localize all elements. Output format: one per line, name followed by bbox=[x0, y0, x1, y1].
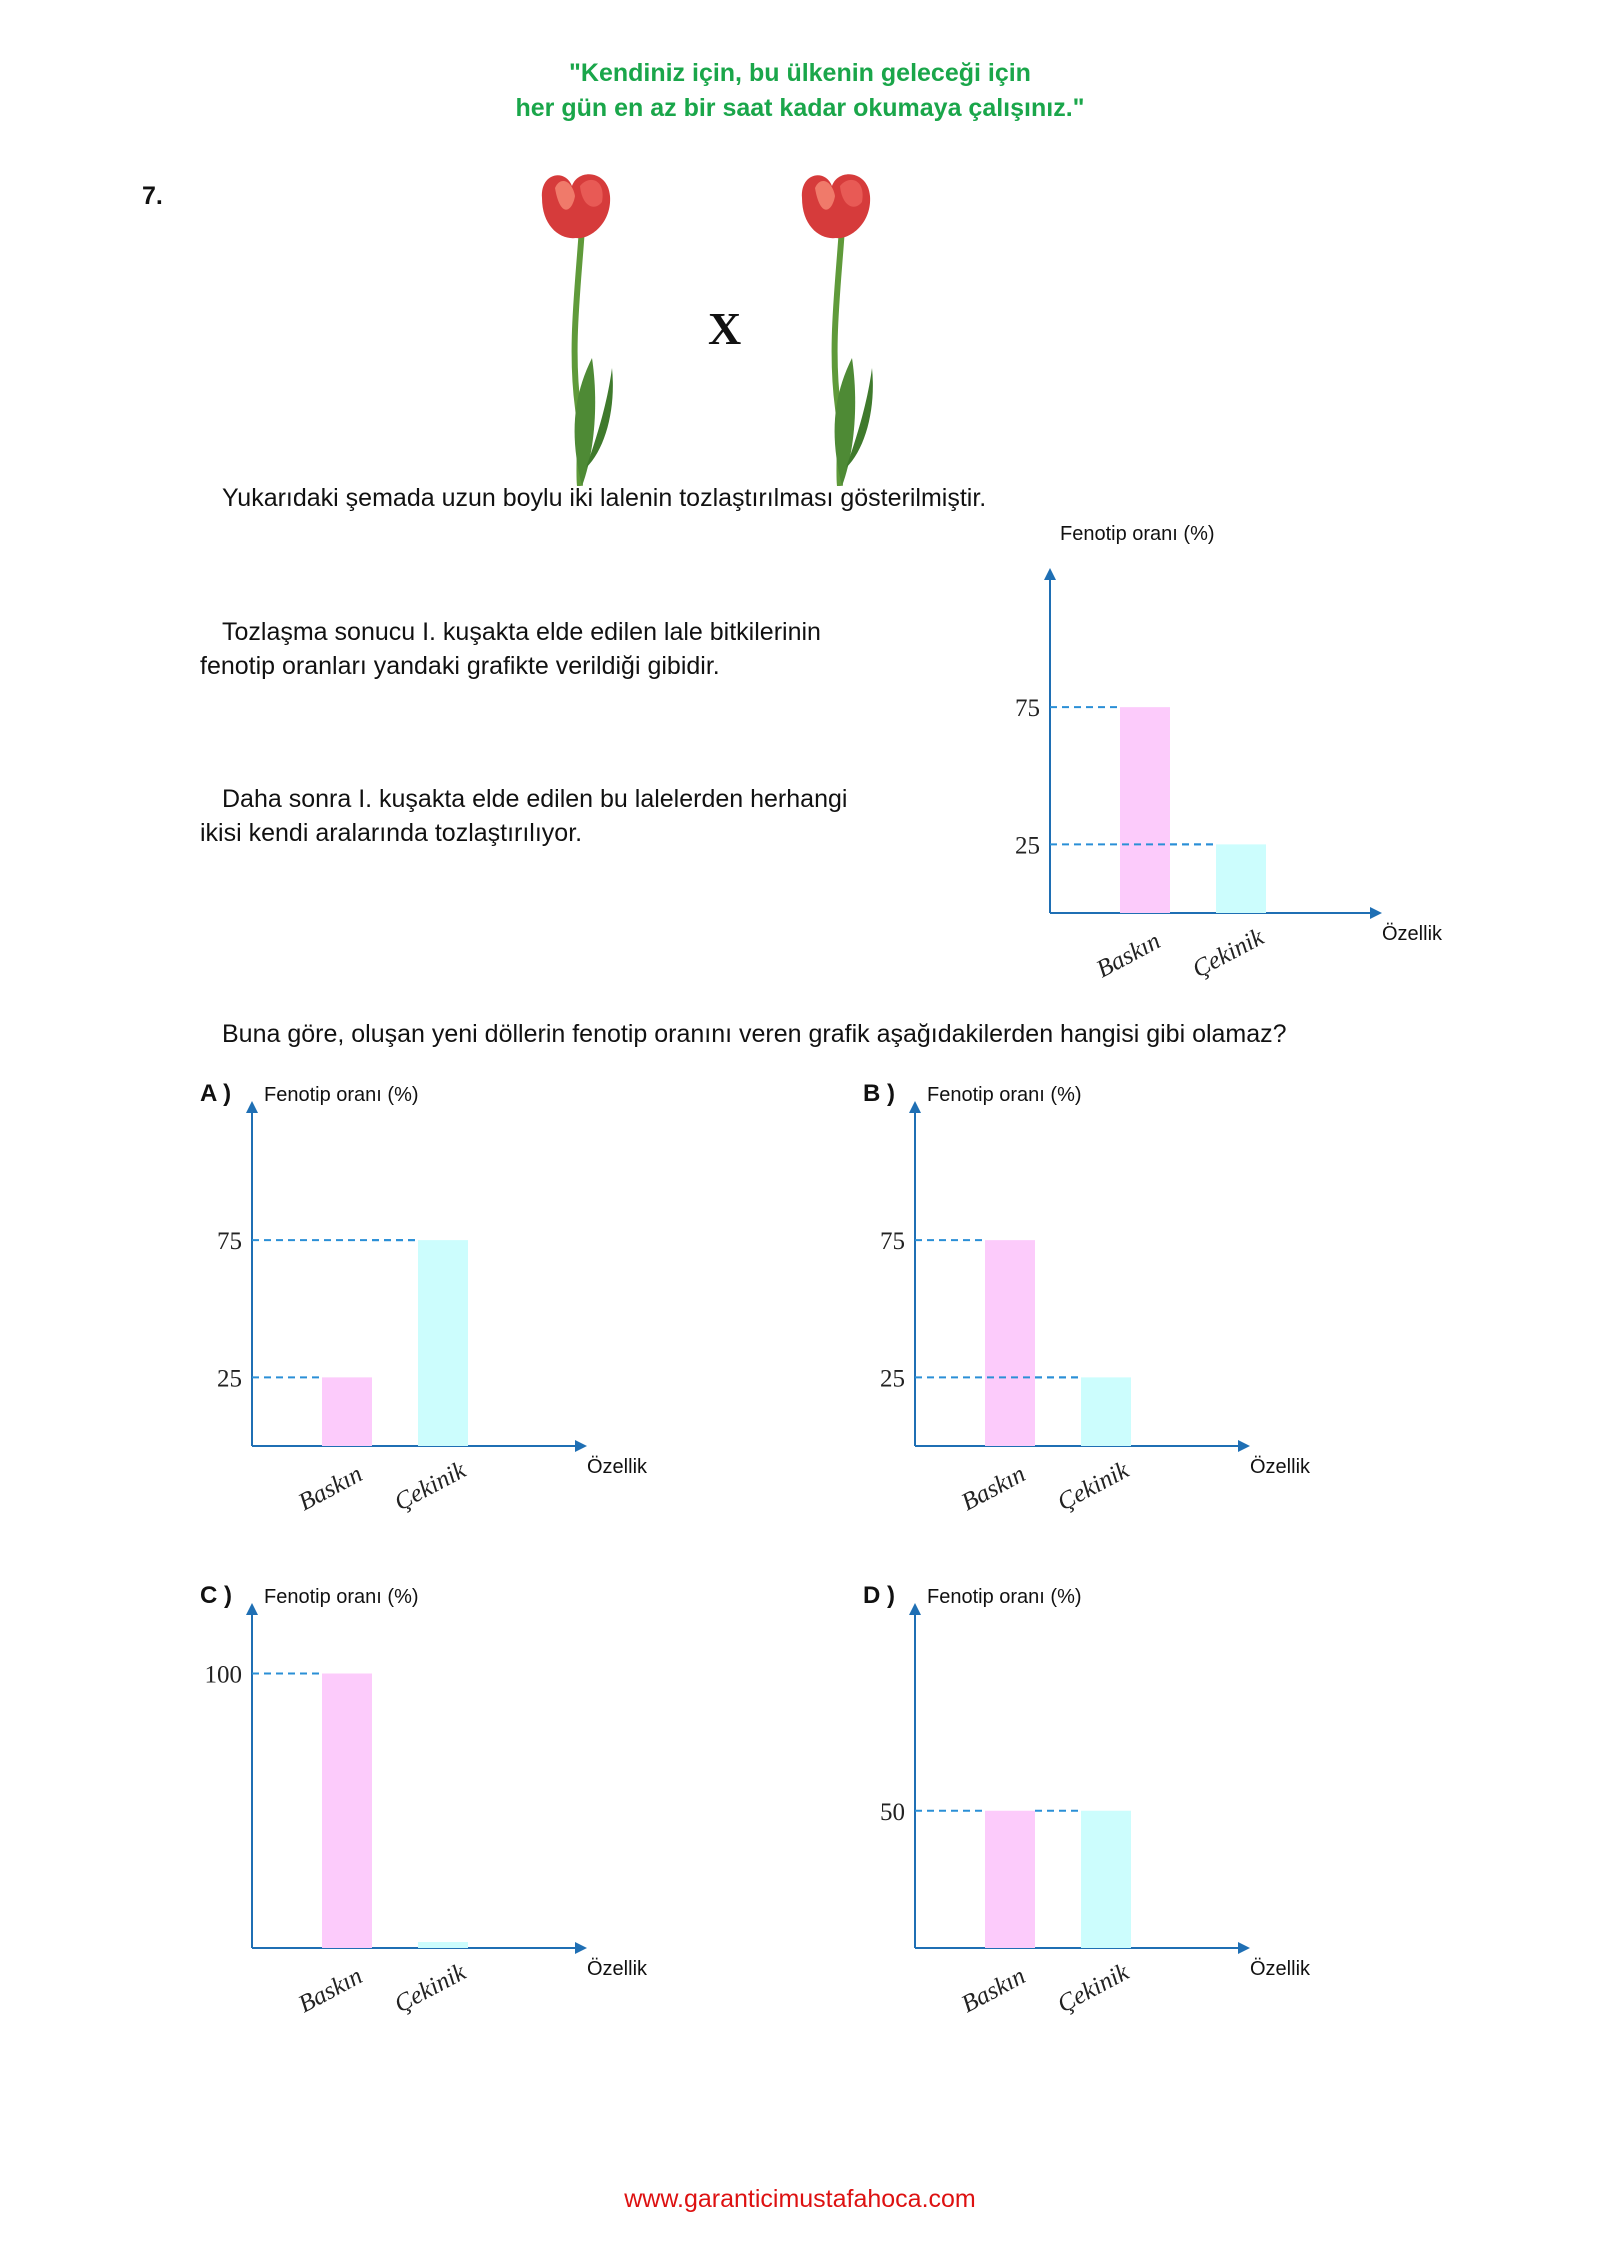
category-label: Baskın bbox=[957, 1962, 1030, 2019]
y-tick-label: 75 bbox=[880, 1228, 905, 1256]
y-tick-label: 25 bbox=[217, 1365, 242, 1393]
x-axis-label: Özellik bbox=[587, 1958, 648, 1980]
motto-line-2: her gün en az bir saat kadar okumaya çalışınız." bbox=[515, 94, 1085, 122]
question-prompt: Buna göre, oluşan yeni döllerin fenotip oranını veren grafik aşağıdakilerden hangisi gibi olamaz? bbox=[222, 1020, 1287, 1048]
y-axis-label: Fenotip oranı (%) bbox=[927, 1586, 1082, 1608]
x-axis-arrow-icon bbox=[575, 1942, 587, 1954]
y-tick-label: 75 bbox=[1015, 695, 1040, 723]
bar-baskin bbox=[322, 1377, 372, 1446]
tulip-left-image bbox=[520, 168, 640, 486]
y-axis-label: Fenotip oranı (%) bbox=[264, 1084, 419, 1106]
motto-line-1: "Kendiniz için, bu ülkenin geleceği için bbox=[569, 59, 1031, 87]
bar-cekinik bbox=[1081, 1811, 1131, 1948]
y-axis-label: Fenotip oranı (%) bbox=[927, 1084, 1082, 1106]
tulip-right-image bbox=[780, 168, 900, 486]
y-axis-arrow-icon bbox=[246, 1101, 258, 1113]
y-tick-label: 75 bbox=[217, 1228, 242, 1256]
x-axis-label: Özellik bbox=[1250, 1958, 1311, 1980]
footer-url[interactable]: www.garanticimustafahoca.com bbox=[624, 2185, 976, 2213]
chart-main bbox=[960, 510, 1460, 1010]
category-label: Baskın bbox=[294, 1962, 367, 2019]
category-label: Çekinik bbox=[390, 1456, 471, 1517]
bar-baskin bbox=[985, 1811, 1035, 1948]
option-label: D ) bbox=[863, 1582, 895, 1609]
question-sentence-1: Yukarıdaki şemada uzun boylu iki lalenin tozlaştırılması gösterilmiştir. bbox=[222, 484, 987, 512]
category-label: Çekinik bbox=[1053, 1958, 1134, 2019]
y-tick-label: 100 bbox=[204, 1661, 242, 1689]
x-axis-label: Özellik bbox=[1250, 1456, 1311, 1478]
y-tick-label: 25 bbox=[880, 1365, 905, 1393]
cross-symbol: X bbox=[708, 303, 742, 354]
y-axis-arrow-icon bbox=[246, 1603, 258, 1615]
y-axis-label: Fenotip oranı (%) bbox=[264, 1586, 419, 1608]
chart-option-a bbox=[190, 1075, 690, 1545]
y-axis-arrow-icon bbox=[909, 1101, 921, 1113]
y-tick-label: 25 bbox=[1015, 832, 1040, 860]
question-sentence-2-line-1: Tozlaşma sonucu I. kuşakta elde edilen lale bitkilerinin bbox=[222, 618, 821, 646]
x-axis-arrow-icon bbox=[575, 1440, 587, 1452]
bar-cekinik bbox=[418, 1942, 468, 1948]
option-label: A ) bbox=[200, 1080, 232, 1107]
y-axis-arrow-icon bbox=[909, 1603, 921, 1615]
question-sentence-3-line-1: Daha sonra I. kuşakta elde edilen bu lalelerden herhangi bbox=[222, 785, 848, 813]
x-axis-arrow-icon bbox=[1238, 1440, 1250, 1452]
bar-cekinik bbox=[1081, 1377, 1131, 1446]
category-label: Çekinik bbox=[1188, 923, 1269, 984]
y-axis-arrow-icon bbox=[1044, 568, 1056, 580]
x-axis-label: Özellik bbox=[587, 1456, 648, 1478]
x-axis-arrow-icon bbox=[1238, 1942, 1250, 1954]
category-label: Baskın bbox=[1092, 927, 1165, 984]
category-label: Çekinik bbox=[1053, 1456, 1134, 1517]
option-label: B ) bbox=[863, 1080, 895, 1107]
bar-baskin bbox=[985, 1240, 1035, 1446]
question-sentence-3-line-2: ikisi kendi aralarında tozlaştırılıyor. bbox=[200, 819, 583, 847]
x-axis-label: Özellik bbox=[1382, 923, 1443, 945]
category-label: Çekinik bbox=[390, 1958, 471, 2019]
y-tick-label: 50 bbox=[880, 1798, 905, 1826]
chart-option-d bbox=[853, 1577, 1353, 2047]
bar-cekinik bbox=[418, 1240, 468, 1446]
y-axis-label: Fenotip oranı (%) bbox=[1060, 523, 1215, 545]
option-label: C ) bbox=[200, 1582, 232, 1609]
category-label: Baskın bbox=[957, 1460, 1030, 1517]
category-label: Baskın bbox=[294, 1460, 367, 1517]
x-axis-arrow-icon bbox=[1370, 907, 1382, 919]
question-number: 7. bbox=[142, 182, 163, 210]
chart-option-b bbox=[853, 1075, 1353, 1545]
chart-option-c bbox=[190, 1577, 690, 2047]
bar-baskin bbox=[322, 1674, 372, 1949]
bar-baskin bbox=[1120, 707, 1170, 913]
question-sentence-2-line-2: fenotip oranları yandaki grafikte verildiği gibidir. bbox=[200, 652, 720, 680]
bar-cekinik bbox=[1216, 844, 1266, 913]
